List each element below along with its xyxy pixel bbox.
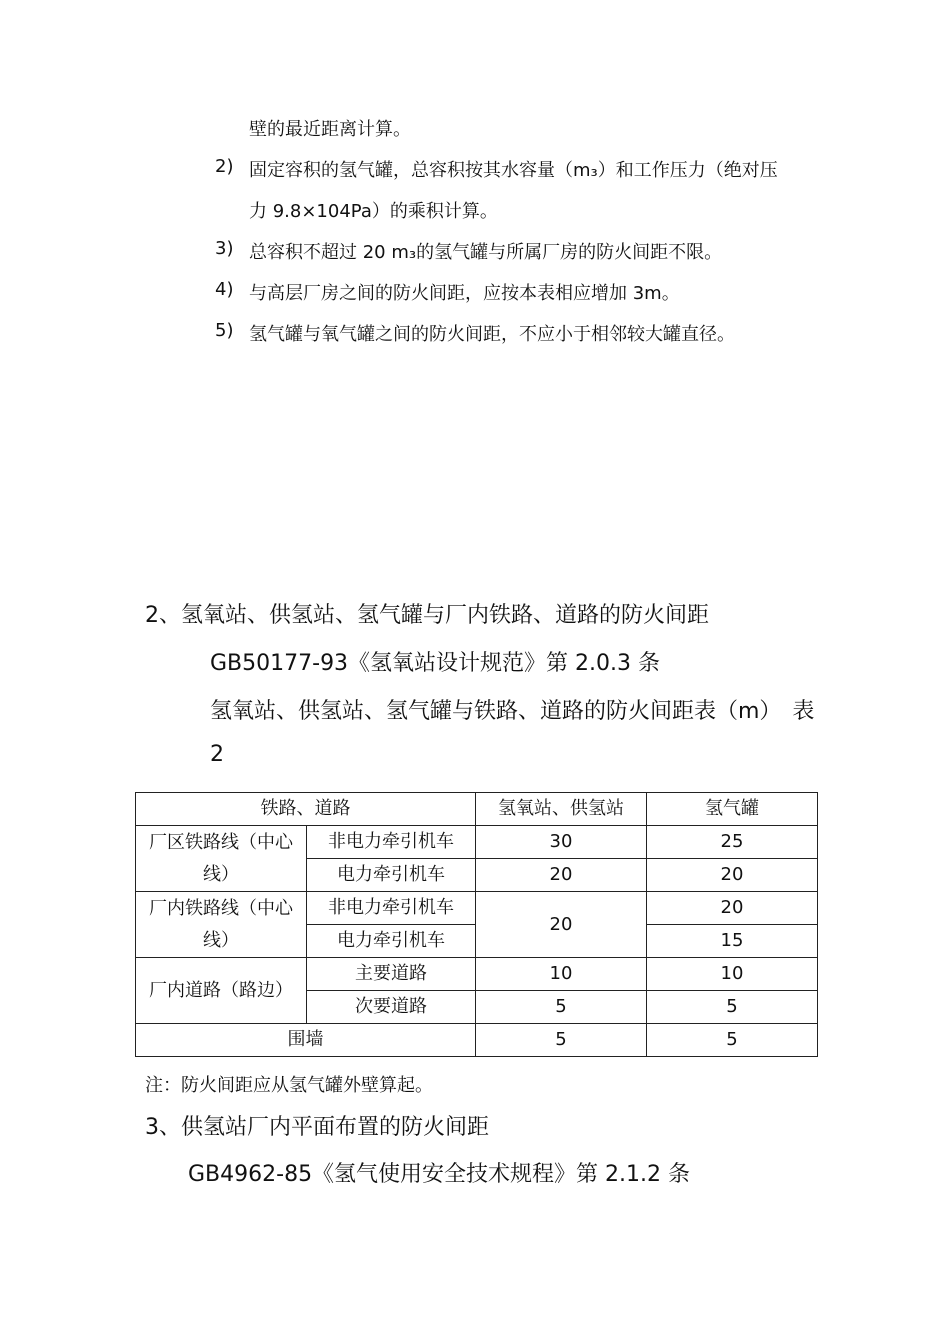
table-header-row: [136, 793, 818, 826]
note-item-3: [215, 238, 249, 259]
header-tank: 氢气罐: [647, 793, 818, 826]
station-value: 10: [476, 958, 647, 991]
wall-label: 围墙: [136, 1024, 476, 1057]
tank-value: 25: [647, 826, 818, 859]
station-value-merged: 20: [476, 892, 647, 958]
note-item-2: [215, 156, 249, 177]
sub-label: 电力牵引机车: [307, 925, 476, 958]
station-value: 5: [476, 991, 647, 1024]
note-item-4: [215, 279, 249, 300]
table-note: 注：防火间距应从氢气罐外壁算起。: [145, 1075, 433, 1096]
note-item-2-line-1: 固定容积的氢气罐，总容积按其水容量（m₃）和工作压力（绝对压: [249, 160, 778, 181]
note-number: 4): [215, 279, 234, 300]
station-value: 30: [476, 826, 647, 859]
table-row: [136, 958, 818, 991]
group-label-in-plant-railway: 厂内铁路线（中心线）: [136, 892, 307, 958]
note-item-2-line-2: 力 9.8×104Pa）的乘积计算。: [249, 201, 498, 222]
note-number: 2): [215, 156, 234, 177]
note-item-3-line-1: 总容积不超过 20 m₃的氢气罐与所属厂房的防火间距不限。: [249, 242, 723, 263]
tank-value: 15: [647, 925, 818, 958]
table-row: [136, 1024, 818, 1057]
sub-label: 主要道路: [307, 958, 476, 991]
tank-value: 20: [647, 859, 818, 892]
note-number: 5): [215, 320, 234, 341]
section-3-heading: 3、供氢站厂内平面布置的防火间距: [145, 1115, 489, 1140]
station-value: 20: [476, 859, 647, 892]
sub-label: 次要道路: [307, 991, 476, 1024]
note-continuation: 壁的最近距离计算。: [249, 119, 411, 140]
note-item-5-line-1: 氢气罐与氧气罐之间的防火间距，不应小于相邻较大罐直径。: [249, 324, 735, 345]
group-label-in-plant-road: 厂内道路（路边）: [136, 958, 307, 1024]
table-row: [136, 826, 818, 859]
note-number: 3): [215, 238, 234, 259]
table-row: [136, 892, 818, 925]
table-title-line-1: 氢氧站、供氢站、氢气罐与铁路、道路的防火间距表（m） 表: [210, 699, 815, 724]
note-item-5: [215, 320, 249, 341]
station-value: 5: [476, 1024, 647, 1057]
sub-label: 电力牵引机车: [307, 859, 476, 892]
tank-value: 10: [647, 958, 818, 991]
header-station: 氢氧站、供氢站: [476, 793, 647, 826]
tank-value: 5: [647, 1024, 818, 1057]
section-2-heading: 2、氢氧站、供氢站、氢气罐与厂内铁路、道路的防火间距: [145, 603, 709, 628]
fire-distance-table: [135, 792, 818, 1057]
tank-value: 5: [647, 991, 818, 1024]
sub-label: 非电力牵引机车: [307, 892, 476, 925]
group-label-factory-area-railway: 厂区铁路线（中心线）: [136, 826, 307, 892]
header-rail-road: 铁路、道路: [136, 793, 476, 826]
section-3-reference: GB4962-85《氢气使用安全技术规程》第 2.1.2 条: [188, 1162, 691, 1187]
section-2-reference: GB50177-93《氢氧站设计规范》第 2.0.3 条: [210, 651, 661, 676]
tank-value: 20: [647, 892, 818, 925]
table-title-line-2: 2: [210, 742, 224, 767]
note-item-4-line-1: 与高层厂房之间的防火间距，应按本表相应增加 3m。: [249, 283, 680, 304]
sub-label: 非电力牵引机车: [307, 826, 476, 859]
